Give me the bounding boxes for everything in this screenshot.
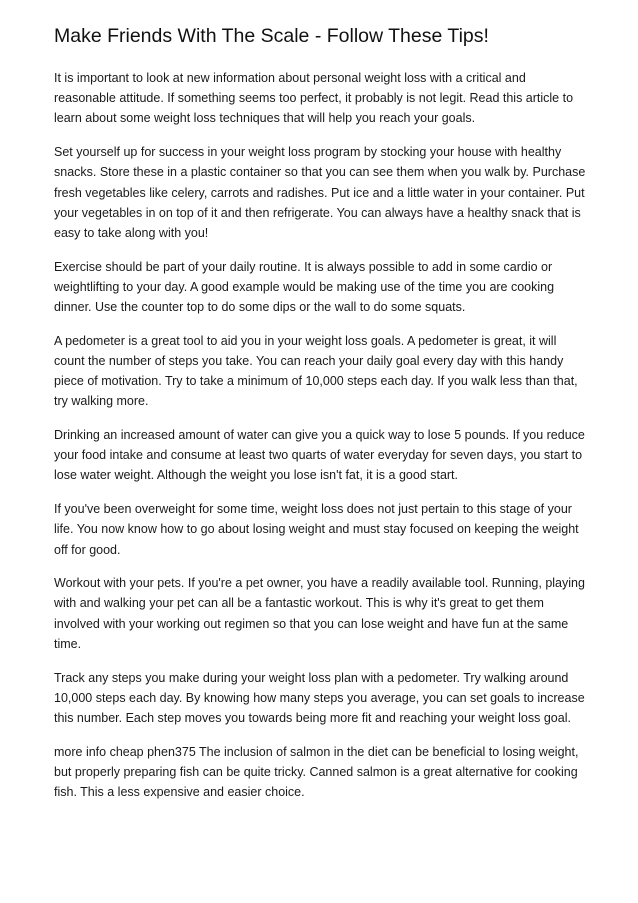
paragraph-overweight: If you've been overweight for some time, weight loss does not just pertain to this stage of your life. You now know how to go about losing weight and must stay focused on keeping the weight off for good. xyxy=(54,502,579,557)
paragraph-intro: It is important to look at new information about personal weight loss with a critical and reasonable attitude. If something seems too perfect, it probably is not legit. Read this article to learn about some weight loss techniques that will help you reach your goals. xyxy=(54,71,574,126)
paragraph-salmon: more info cheap phen375 The inclusion of salmon in the diet can be beneficial to losing weight, but properly preparing fish can be quite tricky. Canned salmon is a great alternative for cooking fish. This a less expensive and easier choice. xyxy=(54,744,579,800)
page-title: Make Friends With The Scale - Follow These Tips! xyxy=(54,25,489,47)
paragraph-pedometer: A pedometer is a great tool to aid you in your weight loss goals. A pedometer is great, it will count the number of steps you take. You can reach your daily goal every day with this handy piece of motivation. Try to take a minimum of 10,000 steps each day. If you walk less than that, try walking more. xyxy=(54,333,578,409)
paragraph-healthy-snacks: Set yourself up for success in your weight loss program by stocking your house with healthy snacks. Store these in a plastic container so that you can see them when you walk by. Purchase fresh vegetables like celery, carrots and radishes. Put ice and a little water in your container. Put your vegetables in on top of it and then refrigerate. You can always have a healthy snack that is easy to take along with you! xyxy=(54,145,586,240)
paragraph-exercise: Exercise should be part of your daily routine. It is always possible to add in some cardio or weightlifting to your day. A good example would be making use of the time you are cooking dinner. Use the counter top to do some dips or the wall to do some squats. xyxy=(54,259,555,315)
paragraph-track-steps: Track any steps you make during your weight loss plan with a pedometer. Try walking around 10,000 steps each day. By knowing how many steps you average, you can set goals to increase this number. Each step moves you towards being more fit and reaching your weight loss goal. xyxy=(54,670,585,725)
document-page xyxy=(54,24,588,816)
paragraph-water: Drinking an increased amount of water can give you a quick way to lose 5 pounds. If you reduce your food intake and consume at least two quarts of water everyday for seven days, you start to lose water weight. Although the weight you lose isn't fat, it is a good start. xyxy=(54,428,585,483)
paragraph-pets: Workout with your pets. If you're a pet owner, you have a readily available tool. Running, playing with and walking your pet can all be a fantastic workout. This is why it's great to get them involved with your working out regimen so that you can lose weight and have fun at the same time. xyxy=(54,576,585,651)
